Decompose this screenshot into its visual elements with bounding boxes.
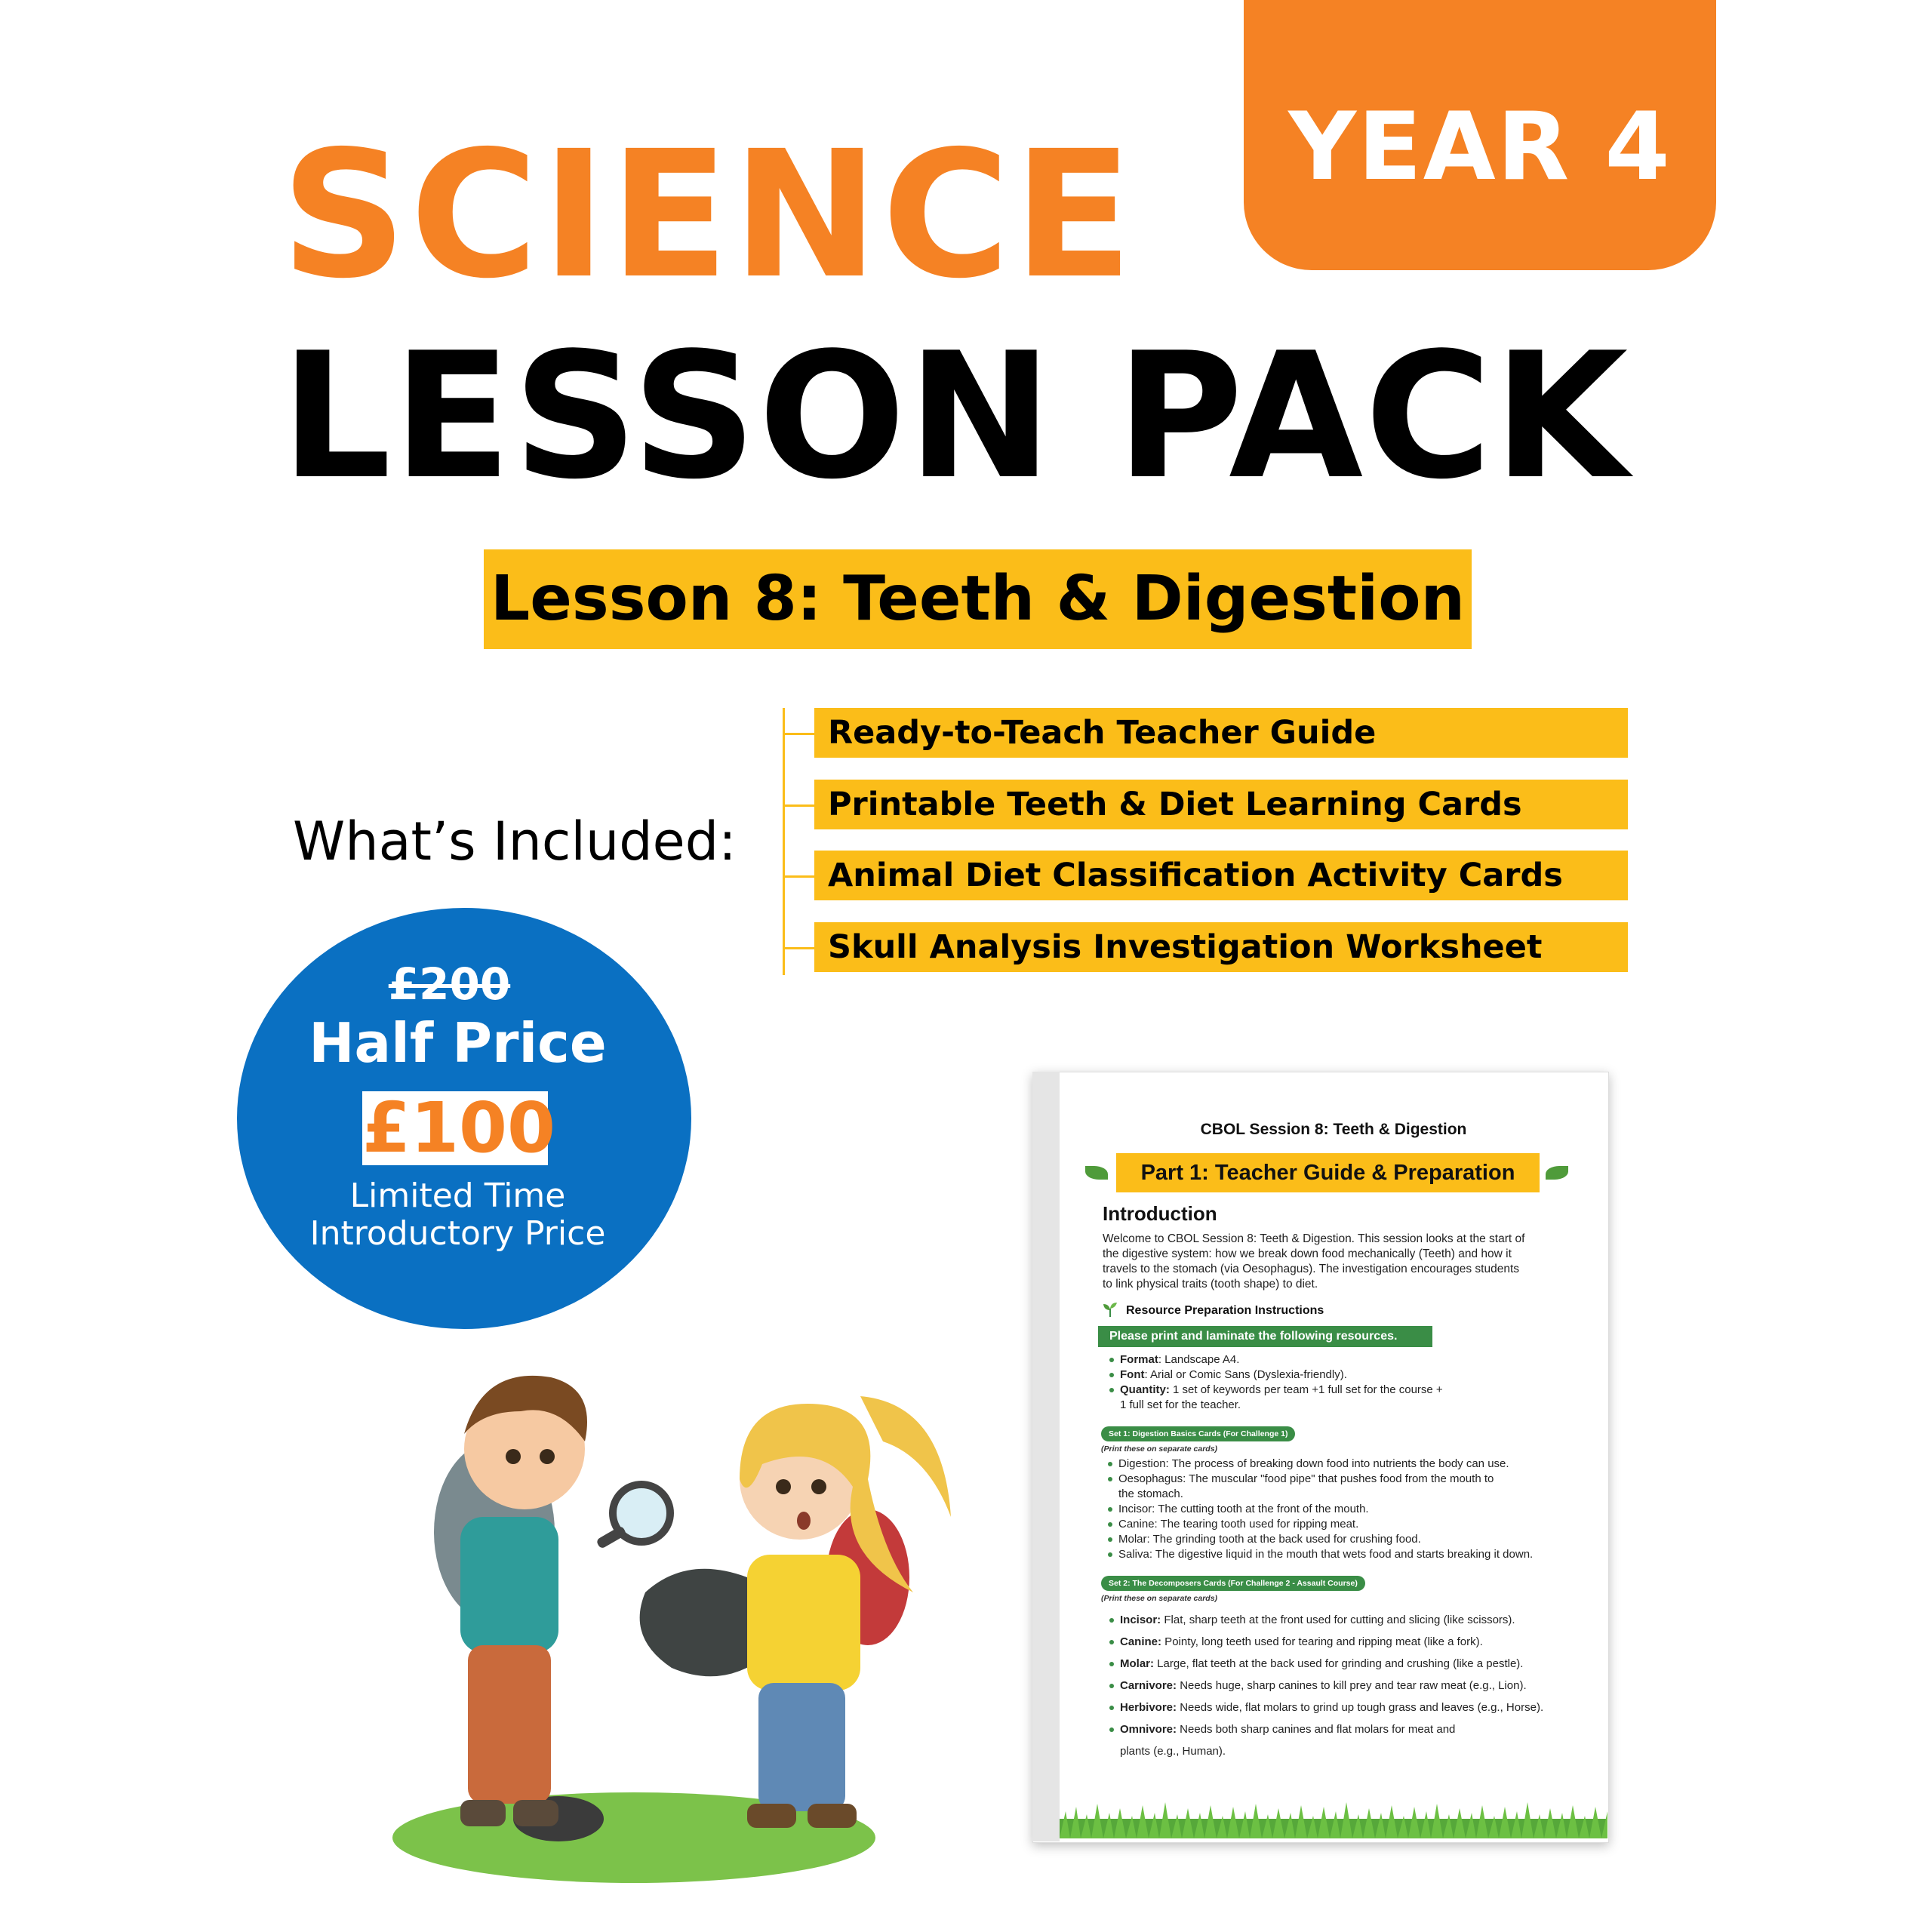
grass-border (1060, 1796, 1607, 1838)
set1-pill: Set 1: Digestion Basics Cards (For Challenge 1) (1101, 1426, 1295, 1441)
list-item: Quantity: 1 set of keywords per team +1 full set for the course + (1109, 1383, 1443, 1398)
list-item: plants (e.g., Human). (1120, 1745, 1226, 1758)
old-price: £200 (388, 958, 511, 1010)
intro-line: Welcome to CBOL Session 8: Teeth & Digestion. This session looks at the start of (1103, 1232, 1525, 1245)
price-note-line1: Limited Time (349, 1177, 566, 1215)
price-note (237, 1177, 678, 1253)
resource-heading: Resource Preparation Instructions (1126, 1304, 1324, 1317)
included-item: Animal Diet Classification Activity Cards (828, 857, 1563, 894)
list-item: Incisor: Flat, sharp teeth at the front used for cutting and slicing (like scissors). (1109, 1609, 1543, 1631)
document-spine (1032, 1072, 1060, 1841)
included-item: Skull Analysis Investigation Worksheet (828, 928, 1543, 966)
title-science: SCIENCE (281, 113, 1137, 317)
title-lesson-pack: LESSON PACK (281, 316, 1630, 518)
included-connector-line (783, 708, 785, 975)
format-list (1109, 1352, 1443, 1413)
sprout-icon (1102, 1301, 1118, 1318)
intro-line: travels to the stomach (via Oesophagus). The investigation encourages students (1103, 1263, 1519, 1275)
set2-list (1109, 1609, 1543, 1762)
connector-tick (783, 804, 814, 807)
half-price-label: Half Price (309, 1011, 607, 1075)
list-item: Incisor: The cutting tooth at the front of the mouth. (1108, 1502, 1533, 1517)
list-item: Canine: The tearing tooth used for ripping meat. (1108, 1517, 1533, 1532)
list-item: Font: Arial or Comic Sans (Dyslexia-friendly). (1109, 1367, 1443, 1383)
intro-heading: Introduction (1103, 1202, 1217, 1225)
list-item: 1 full set for the teacher. (1120, 1398, 1241, 1411)
year-label: YEAR 4 (1288, 93, 1672, 202)
list-item: Molar: The grinding tooth at the back used for crushing food. (1108, 1532, 1533, 1547)
list-item: Oesophagus: The muscular "food pipe" that pushes food from the mouth to (1108, 1472, 1533, 1487)
list-item: Carnivore: Needs huge, sharp canines to kill prey and tear raw meat (e.g., Lion). (1109, 1675, 1543, 1697)
intro-line: to link physical traits (tooth shape) to diet. (1103, 1278, 1318, 1291)
list-item: Herbivore: Needs wide, flat molars to grind up tough grass and leaves (e.g., Horse). (1109, 1697, 1543, 1718)
set1-note: (Print these on separate cards) (1101, 1444, 1218, 1454)
price-note-line2: Introductory Price (309, 1214, 606, 1253)
print-banner-text: Please print and laminate the following resources. (1109, 1330, 1398, 1343)
list-item: Canine: Pointy, long teeth used for tearing and ripping meat (like a fork). (1109, 1631, 1543, 1653)
list-item: Omnivore: Needs both sharp canines and flat molars for meat and (1109, 1718, 1543, 1740)
connector-tick (783, 733, 814, 735)
connector-tick (783, 875, 814, 878)
included-label: What’s Included: (293, 811, 737, 872)
connector-tick (783, 947, 814, 949)
included-item: Ready-to-Teach Teacher Guide (828, 714, 1377, 752)
list-item: Molar: Large, flat teeth at the back used for grinding and crushing (like a pestle). (1109, 1653, 1543, 1675)
new-price: £100 (362, 1088, 556, 1168)
list-item: Format: Landscape A4. (1109, 1352, 1443, 1367)
list-item: Saliva: The digestive liquid in the mouth that wets food and starts breaking it down. (1108, 1547, 1533, 1562)
set2-pill: Set 2: The Decomposers Cards (For Challenge 2 - Assault Course) (1101, 1576, 1365, 1591)
lesson-title: Lesson 8: Teeth & Digestion (491, 563, 1465, 635)
included-item: Printable Teeth & Diet Learning Cards (828, 786, 1522, 823)
intro-line: the digestive system: how we break down food mechanically (Teeth) and how it (1103, 1247, 1512, 1260)
part-title: Part 1: Teacher Guide & Preparation (1140, 1161, 1515, 1185)
set1-list (1108, 1457, 1533, 1562)
document-header: CBOL Session 8: Teeth & Digestion (1200, 1121, 1467, 1138)
intro-paragraph (1103, 1232, 1571, 1292)
list-item: Digestion: The process of breaking down food into nutrients the body can use. (1108, 1457, 1533, 1472)
set2-note: (Print these on separate cards) (1101, 1594, 1218, 1603)
list-item: the stomach. (1118, 1487, 1183, 1500)
kids-illustration (370, 1306, 1019, 1894)
